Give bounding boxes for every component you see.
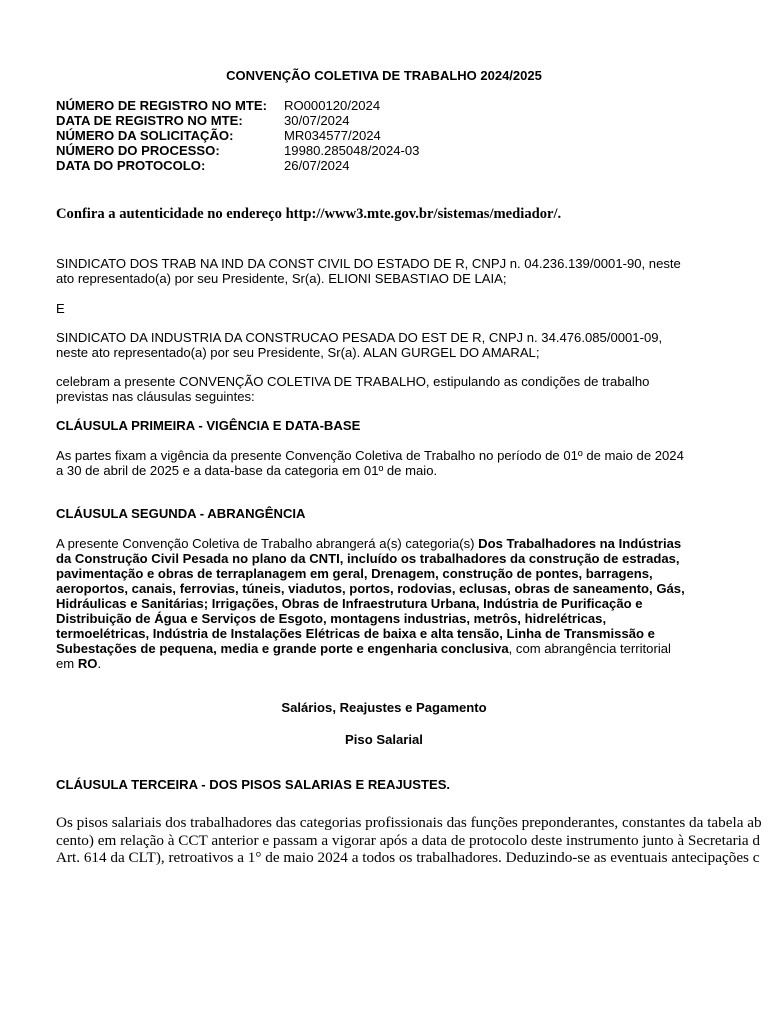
paragraph-line: Hidráulicas e Sanitárias; Irrigações, Obras de Infraestrutura Urbana, Indústria de Purificação e <box>56 596 643 611</box>
registration-info <box>56 98 419 173</box>
clause-2-territory-text: , com abrangência territorial <box>508 641 671 656</box>
paragraph-line: a 30 de abril de 2025 e a data-base da categoria em 01º de maio. <box>56 463 438 478</box>
paragraph-line <box>56 641 711 656</box>
paragraph-line: da Construção Civil Pesada no plano da CNTI, incluído os trabalhadores da construção de estradas, <box>56 551 680 566</box>
clause-2-heading: CLÁUSULA SEGUNDA - ABRANGÊNCIA <box>56 506 306 521</box>
clause-1-body <box>56 448 711 478</box>
paragraph-line: Distribuição de Água e Serviços de Esgoto, montagens industrias, metrôs, hidrelétricas, <box>56 611 607 626</box>
paragraph-line: neste ato representado(a) por seu Presidente, Sr(a). ALAN GURGEL DO AMARAL; <box>56 345 540 360</box>
registration-label: NÚMERO DA SOLICITAÇÃO: <box>56 128 234 143</box>
registration-row <box>56 98 419 113</box>
registration-value: 30/07/2024 <box>284 113 350 128</box>
paragraph-line: pavimentação e obras de terraplanagem em geral, Drenagem, construção de pontes, barragens, <box>56 566 653 581</box>
registration-label: DATA DE REGISTRO NO MTE: <box>56 113 243 128</box>
clause-2-categories: Dos Trabalhadores na Indústrias <box>478 536 682 551</box>
paragraph-line: E <box>56 301 65 316</box>
paragraph-line: ato representado(a) por seu Presidente, Sr(a). ELIONI SEBASTIAO DE LAIA; <box>56 271 507 286</box>
clause-2-final-prefix: em <box>56 656 78 671</box>
registration-label: DATA DO PROTOCOLO: <box>56 158 206 173</box>
clause-2-categories-end: Subestações de pequena, media e grande porte e engenharia conclusiva <box>56 641 509 656</box>
paragraph-line: As partes fixam a vigência da presente Convenção Coletiva de Trabalho no período de 01º de maio de 2024 <box>56 448 684 463</box>
paragraph-line: previstas nas cláusulas seguintes: <box>56 389 255 404</box>
registration-row <box>56 143 419 158</box>
clause-3-heading: CLÁUSULA TERCEIRA - DOS PISOS SALARIAS E REAJUSTES. <box>56 777 451 792</box>
registration-row <box>56 158 419 173</box>
section-title-salarios: Salários, Reajustes e Pagamento <box>281 700 487 715</box>
registration-row <box>56 113 419 128</box>
paragraph-line: SINDICATO DOS TRAB NA IND DA CONST CIVIL DO ESTADO DE R, CNPJ n. 04.236.139/0001-90, neste <box>56 256 681 271</box>
paragraph-line <box>56 536 711 551</box>
celebram-paragraph <box>56 374 711 404</box>
clause-3-body <box>56 814 762 867</box>
paragraph-line <box>56 656 711 671</box>
registration-value: 19980.285048/2024-03 <box>284 143 420 158</box>
clause-1-heading: CLÁUSULA PRIMEIRA - VIGÊNCIA E DATA-BASE <box>56 418 361 433</box>
registration-value: RO000120/2024 <box>284 98 381 113</box>
registration-label: NÚMERO DO PROCESSO: <box>56 143 220 158</box>
clause-2-intro: A presente Convenção Coletiva de Trabalho abrangerá a(s) categoria(s) <box>56 536 479 551</box>
paragraph-line: aeroportos, canais, ferrovias, túneis, viadutos, portos, rodovias, eclusas, obras de saneamento, Gás, <box>56 581 685 596</box>
authenticity-notice: Confira a autenticidade no endereço http://www3.mte.gov.br/sistemas/mediador/. <box>56 206 562 222</box>
paragraph-line: cento) em relação à CCT anterior e passam a vigorar após a data de protocolo deste instrumento junto à Secretaria d <box>56 831 760 849</box>
registration-value: 26/07/2024 <box>284 158 350 173</box>
party-employees <box>56 256 711 286</box>
registration-row <box>56 128 419 143</box>
section-title-piso: Piso Salarial <box>345 732 423 747</box>
party-employers <box>56 330 711 360</box>
paragraph-line: termoelétricas, Indústria de Instalações Elétricas de baixa e alta tensão, Linha de Transmissão e <box>56 626 655 641</box>
registration-value: MR034577/2024 <box>284 128 381 143</box>
clause-2-final-suffix: . <box>97 656 102 671</box>
paragraph-line: celebram a presente CONVENÇÃO COLETIVA DE TRABALHO, estipulando as condições de trabalho <box>56 374 650 389</box>
registration-label: NÚMERO DE REGISTRO NO MTE: <box>56 98 267 113</box>
document-title: CONVENÇÃO COLETIVA DE TRABALHO 2024/2025 <box>226 68 542 83</box>
paragraph-line: Art. 614 da CLT), retroativos a 1° de maio 2024 a todos os trabalhadores. Deduzindo-se as eventuais antecipações c <box>56 849 760 866</box>
clause-2-body <box>56 536 711 671</box>
paragraph-line: Os pisos salariais dos trabalhadores das categorias profissionais das funções preponderantes, constantes da tabela ab <box>56 814 762 831</box>
conjunction <box>56 301 711 316</box>
clause-2-territory: RO <box>77 656 98 671</box>
paragraph-line: SINDICATO DA INDUSTRIA DA CONSTRUCAO PESADA DO EST DE R, CNPJ n. 34.476.085/0001-09, <box>56 330 663 345</box>
